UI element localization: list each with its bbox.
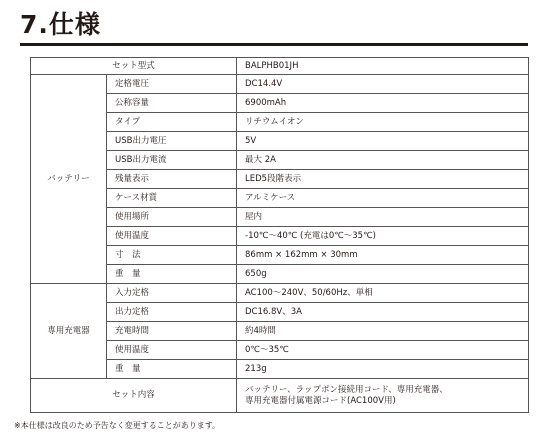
- spec-value: DC16.8V、3A: [237, 303, 529, 322]
- table-row-set-contents: [31, 379, 529, 413]
- spec-value: 約4時間: [237, 322, 529, 341]
- spec-value: 86mm × 162mm × 30mm: [237, 246, 529, 265]
- spec-label: 充電時間: [107, 322, 237, 341]
- spec-label: 使用場所: [107, 208, 237, 227]
- title-underline: [20, 43, 528, 46]
- table-row: [31, 284, 529, 303]
- battery-group-label: バッテリー: [31, 75, 107, 284]
- spec-label: 使用温度: [107, 341, 237, 360]
- spec-value: LED5段階表示: [237, 170, 529, 189]
- spec-label: 定格電圧: [107, 75, 237, 94]
- spec-value: 6900mAh: [237, 94, 529, 113]
- set-contents-line: 専用充電器付属電源コード(AC100V用): [245, 395, 396, 406]
- set-contents-value: [237, 379, 529, 413]
- spec-value: 最大 2A: [237, 151, 529, 170]
- spec-value: 5V: [237, 132, 529, 151]
- spec-value: 213g: [237, 360, 529, 379]
- spec-label: 残量表示: [107, 170, 237, 189]
- spec-value: AC100～240V、50/60Hz、単相: [237, 284, 529, 303]
- set-model-label: セット型式: [31, 58, 237, 75]
- spec-label: 重 量: [107, 265, 237, 284]
- spec-value: DC14.4V: [237, 75, 529, 94]
- spec-value: -10℃～40℃ (充電は0℃～35℃): [237, 227, 529, 246]
- spec-value: 650g: [237, 265, 529, 284]
- spec-label: 公称容量: [107, 94, 237, 113]
- spec-table: [30, 57, 529, 413]
- section-title: 7.仕様: [20, 10, 101, 39]
- spec-label: 出力定格: [107, 303, 237, 322]
- spec-label: タイプ: [107, 113, 237, 132]
- set-contents-line: バッテリー、ラップポン接続用コード、専用充電器、: [245, 384, 448, 395]
- spec-value: 0℃～35℃: [237, 341, 529, 360]
- table-row-set-model: [31, 58, 529, 75]
- set-contents-label: セット内容: [31, 379, 237, 413]
- charger-group-label: 専用充電器: [31, 284, 107, 379]
- spec-value: アルミケース: [237, 189, 529, 208]
- spec-label: 使用温度: [107, 227, 237, 246]
- spec-label: ケース材質: [107, 189, 237, 208]
- spec-label: USB出力電流: [107, 151, 237, 170]
- spec-label: USB出力電圧: [107, 132, 237, 151]
- set-model-value: BALPHB01JH: [237, 58, 529, 75]
- spec-label: 入力定格: [107, 284, 237, 303]
- spec-label: 重 量: [107, 360, 237, 379]
- footnote: ※本仕様は改良のため予告なく変更することがあります。: [14, 421, 221, 430]
- spec-value: 屋内: [237, 208, 529, 227]
- table-row: [31, 75, 529, 94]
- spec-label: 寸 法: [107, 246, 237, 265]
- spec-value: リチウムイオン: [237, 113, 529, 132]
